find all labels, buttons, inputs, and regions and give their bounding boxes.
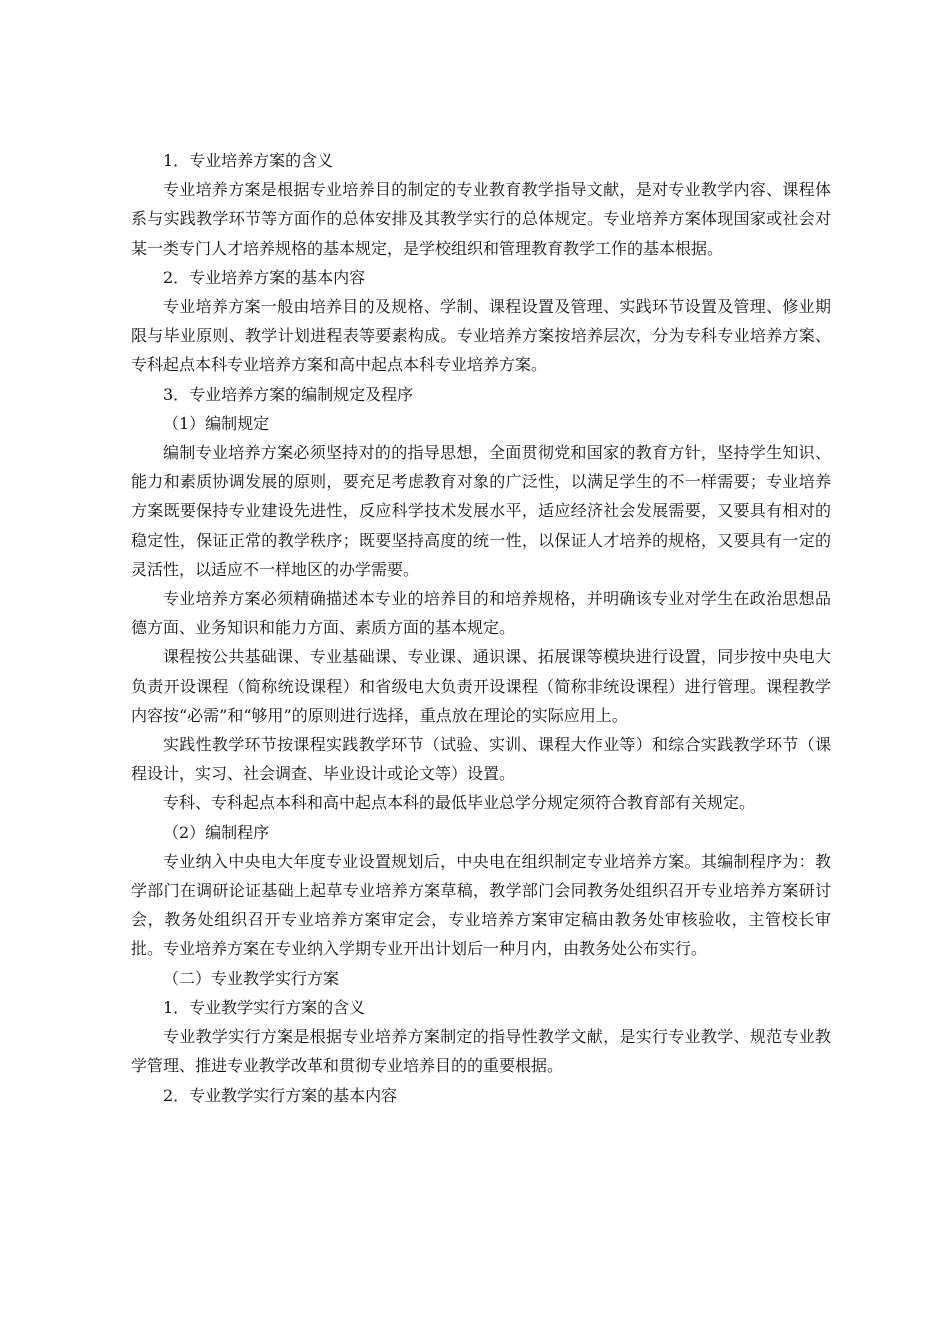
subsection-heading: （2）编制程序 [163,822,270,842]
section-heading: 2．专业培养方案的基本内容 [163,267,366,287]
chapter-heading: （二）专业教学实行方案 [163,968,340,988]
body-paragraph: 专业培养方案是根据专业培养目的制定的专业教育教学指导文献，是对专业教学内容、课程体系与实践教学环节等方面作的总体安排及其教学实行的总体规定。专业培养方案体现国家或社会对某一类专门人才培养规格的基本规定，是学校组织和管理教育教学工作的基本根据。 [131,180,831,258]
body-paragraph: 实践性教学环节按课程实践教学环节（试验、实训、课程大作业等）和综合实践教学环节（课程设计，实习、社会调查、毕业设计或论文等）设置。 [131,735,831,784]
body-paragraph: 专科、专科起点本科和高中起点本科的最低毕业总学分规定须符合教育部有关规定。 [163,793,756,813]
body-paragraph: 专业培养方案一般由培养目的及规格、学制、课程设置及管理、实践环节设置及管理、修业期限与毕业原则、教学计划进程表等要素构成。专业培养方案按培养层次，分为专科专业培养方案、专科起点本科专业培养方案和高中起点本科专业培养方案。 [131,297,831,375]
document-body [131,146,831,1110]
section-heading: 1．专业培养方案的含义 [163,151,334,170]
section-heading: 1．专业教学实行方案的含义 [163,997,366,1017]
subsection-heading: （1）编制规定 [163,413,270,433]
section-heading: 2．专业教学实行方案的基本内容 [163,1085,398,1105]
body-paragraph: 专业培养方案必须精确描述本专业的培养目的和培养规格，并明确该专业对学生在政治思想品德方面、业务知识和能力方面、素质方面的基本规定。 [131,589,831,638]
body-paragraph: 编制专业培养方案必须坚持对的的指导思想，全面贯彻党和国家的教育方针，坚持学生知识、能力和素质协调发展的原则，要充足考虑教育对象的广泛性，以满足学生的不一样需要；专业培养方案既要保持专业建设先进性，反应科学技术发展水平，适应经济社会发展需要，又要具有相对的稳定性，保证正常的教学秩序；既要坚持高度的统一性，以保证人才培养的规格，又要具有一定的灵活性，以适应不一样地区的办学需要。 [131,443,831,579]
body-paragraph: 专业纳入中央电大年度专业设置规划后，中央电在组织制定专业培养方案。其编制程序为：教学部门在调研论证基础上起草专业培养方案草稿，教学部门会同教务处组织召开专业培养方案研讨会，教务处组织召开专业培养方案审定会，专业培养方案审定稿由教务处审核验收，主管校长审批。专业培养方案在专业纳入学期专业开出计划后一种月内，由教务处公布实行。 [131,851,831,959]
body-paragraph: 课程按公共基础课、专业基础课、专业课、通识课、拓展课等模块进行设置，同步按中央电大负责开设课程（简称统设课程）和省级电大负责开设课程（简称非统设课程）进行管理。课程教学内容按“必需”和“够用”的原则进行选择，重点放在理论的实际应用上。 [131,647,831,725]
section-heading: 3．专业培养方案的编制规定及程序 [163,384,414,404]
body-paragraph: 专业教学实行方案是根据专业培养方案制定的指导性教学文献，是实行专业教学、规范专业教学管理、推进专业教学改革和贯彻专业培养目的的重要根据。 [131,1027,831,1076]
